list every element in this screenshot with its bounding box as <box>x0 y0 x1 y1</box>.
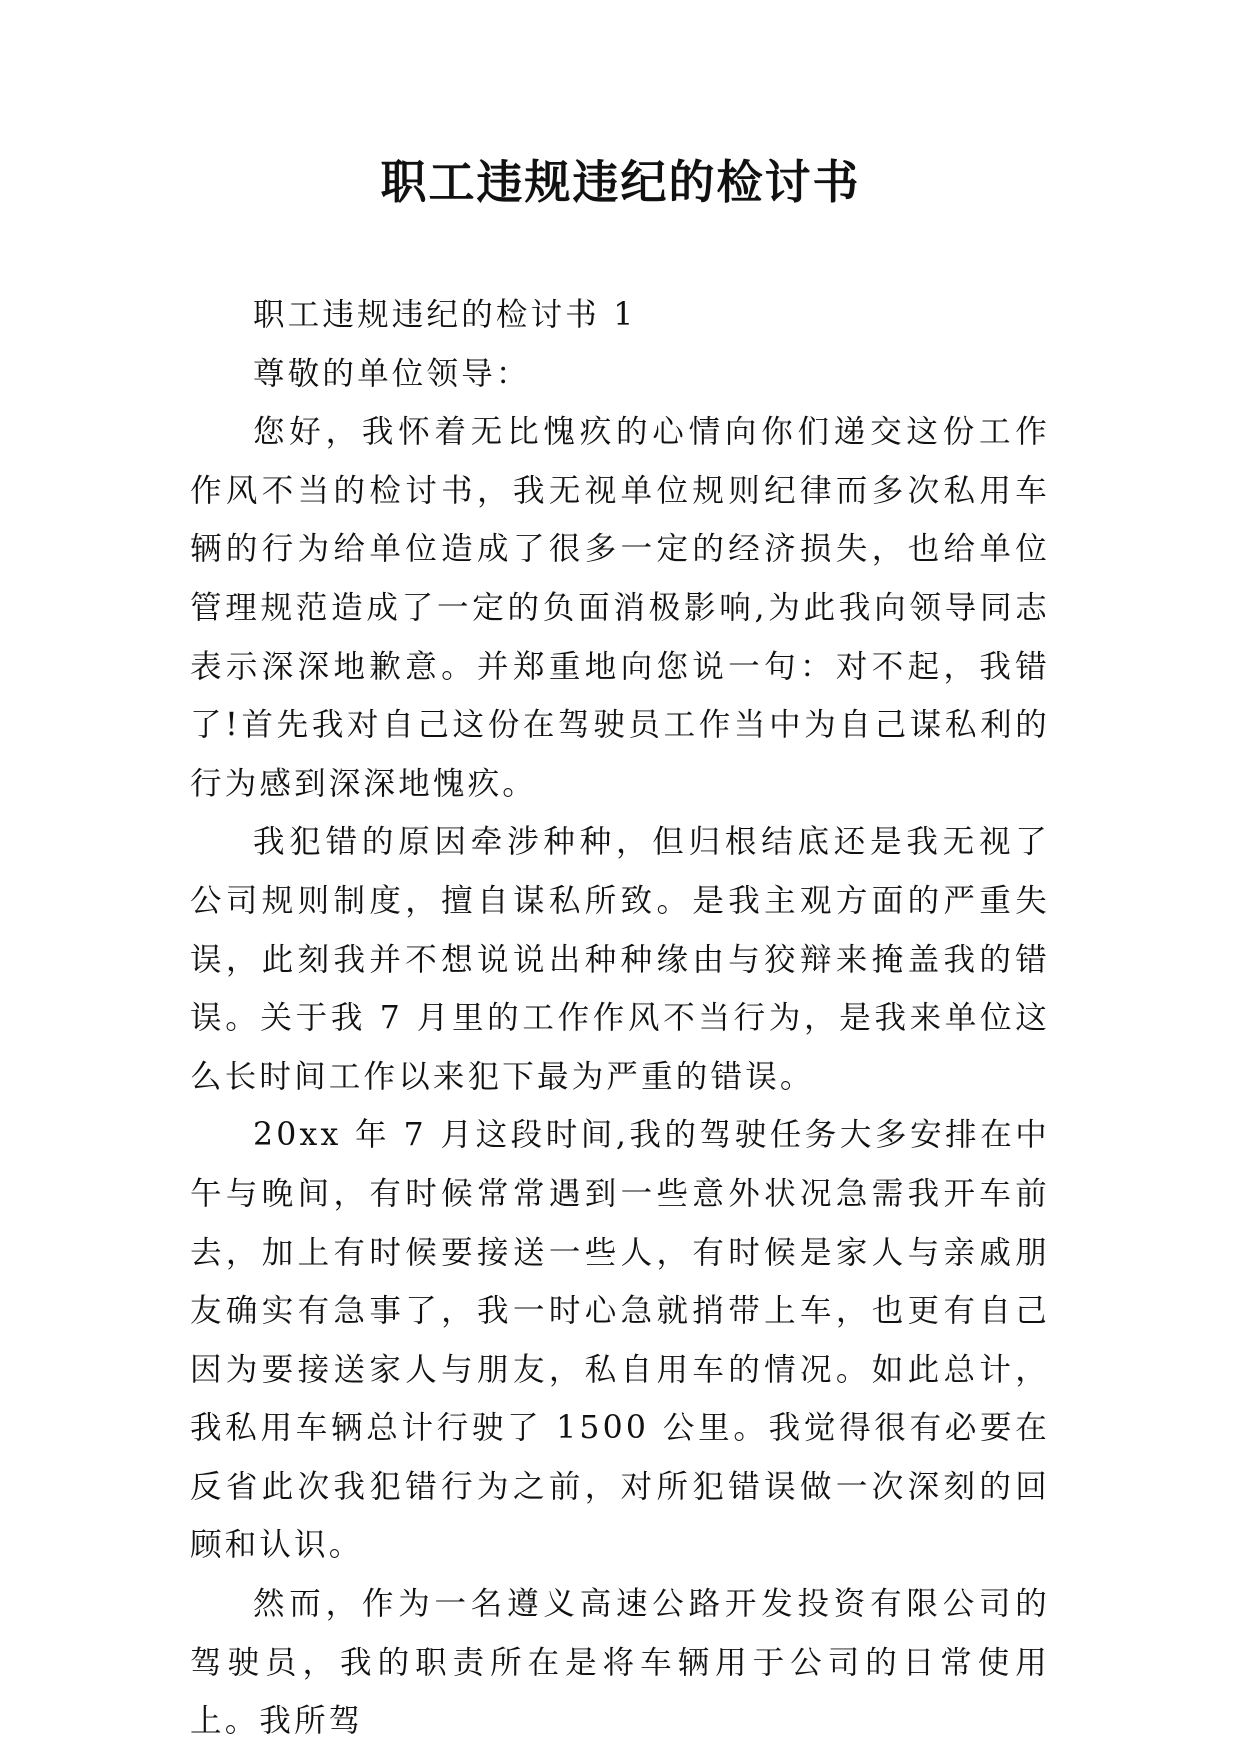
body-paragraph: 然而，作为一名遵义高速公路开发投资有限公司的驾驶员，我的职责所在是将车辆用于公司的日常使用上。我所驾 <box>190 1586 1050 1740</box>
document-title: 职工违规违纪的检讨书 <box>380 155 861 209</box>
body-paragraph: 您好，我怀着无比愧疚的心情向你们递交这份工作作风不当的检讨书，我无视单位规则纪律而多次私用车辆的行为给单位造成了很多一定的经济损失，也给单位管理规范造成了一定的负面消极影响,为此我向领导同志表示深深地歉意。并郑重地向您说一句：对不起，我错了!首先我对自己这份在驾驶员工作当中为自己谋私利的行为感到深深地愧疚。 <box>190 414 1050 802</box>
body-paragraph: 我犯错的原因牵涉种种，但归根结底还是我无视了公司规则制度，擅自谋私所致。是我主观方面的严重失误，此刻我并不想说说出种种缘由与狡辩来掩盖我的错误。关于我 7 月里的工作作风不当行为，是我来单位这么长时间工作以来犯下最为严重的错误。 <box>190 824 1050 1095</box>
body-paragraph: 20xx 年 7 月这段时间,我的驾驶任务大多安排在中午与晚间，有时候常常遇到一些意外状况急需我开车前去，加上有时候要接送一些人，有时候是家人与亲戚朋友确实有急事了，我一时心急就捎带上车，也更有自己因为要接送家人与朋友，私自用车的情况。如此总计，我私用车辆总计行驶了 1500 公里。我觉得很有必要在反省此次我犯错行为之前，对所犯错误做一次深刻的回顾和认识。 <box>190 1117 1050 1564</box>
section-heading: 职工违规违纪的检讨书 1 <box>253 297 637 333</box>
document-body <box>190 286 1050 1751</box>
salutation: 尊敬的单位领导： <box>253 355 531 392</box>
